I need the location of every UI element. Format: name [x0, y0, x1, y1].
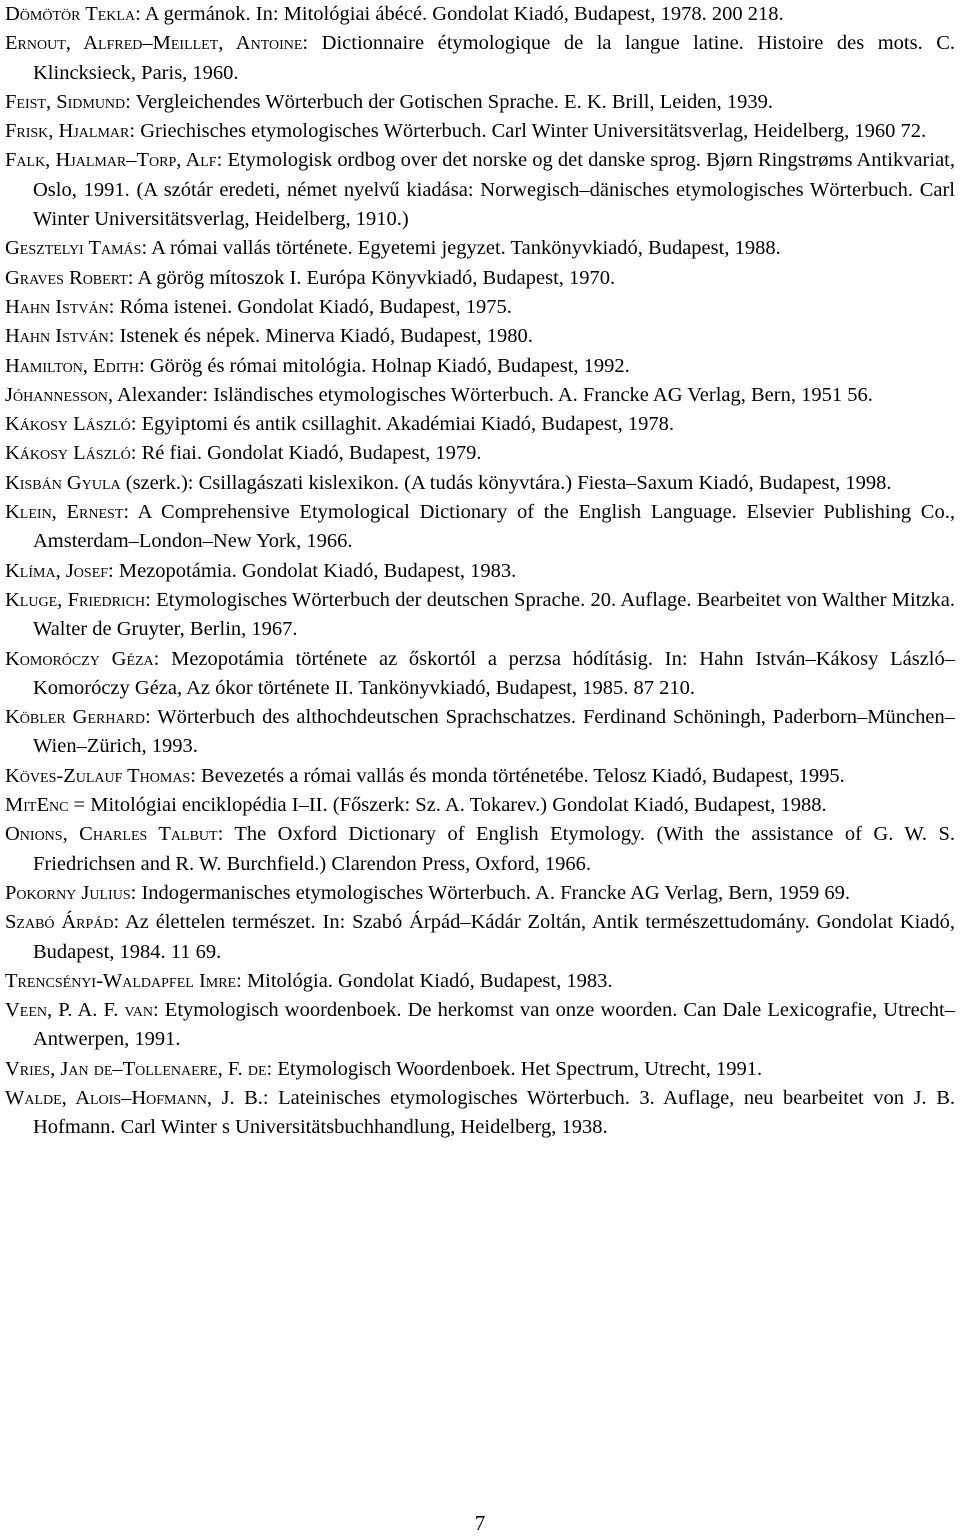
entry-details: Az élettelen természet. In: Szabó Árpád–Kádár Zoltán, Antik természettudomány. Gondolat Kiadó, Budapest, 1984. 11 69.	[33, 911, 955, 963]
bibliography-entry	[5, 381, 955, 410]
entry-author: Kisbán Gyula	[5, 471, 121, 494]
entry-author: Kákosy László:	[5, 442, 137, 465]
entry-details: A germánok. In: Mitológiai ábécé. Gondolat Kiadó, Budapest, 1978. 200 218.	[140, 3, 784, 25]
entry-details: Mitológia. Gondolat Kiadó, Budapest, 1983.	[241, 969, 613, 992]
entry-author: Kákosy László:	[5, 413, 137, 436]
bibliography-entry	[5, 264, 955, 293]
bibliography-list	[5, 0, 955, 1143]
entry-details: Mezopotámia története az őskortól a perzsa hódításig. In: Hahn István–Kákosy László–Komoróczy Géza, Az ókor története II. Tankönyvkiadó, Budapest, 1985. 87 210.	[33, 647, 955, 699]
bibliography-entry	[5, 410, 955, 439]
entry-details: Wörterbuch des althochdeutschen Sprachschatzes. Ferdinand Schöningh, Paderborn–München–Wien–Zürich, 1993.	[33, 706, 955, 758]
bibliography-entry	[5, 117, 955, 146]
entry-author: Frisk, Hjalmar:	[5, 120, 136, 143]
entry-author: Hamilton, Edith:	[5, 354, 145, 377]
bibliography-entry	[5, 322, 955, 351]
entry-details: Etymologisch woordenboek. De herkomst van onze woorden. Can Dale Lexicografie, Utrecht–Antwerpen, 1991.	[33, 999, 955, 1051]
bibliography-entry	[5, 820, 955, 879]
bibliography-entry	[5, 879, 955, 908]
entry-details: Egyiptomi és antik csillaghit. Akadémiai Kiadó, Budapest, 1978.	[136, 413, 674, 436]
bibliography-entry	[5, 352, 955, 381]
entry-details: The Oxford Dictionary of English Etymology. (With the assistance of G. W. S. Friedrichsen and R. W. Burchfield.) Clarendon Press, Oxford, 1966.	[33, 823, 955, 875]
bibliography-entry	[5, 439, 955, 468]
entry-author: Feist, Sidmund:	[5, 90, 131, 113]
entry-details: Dictionnaire étymologique de la langue latine. Histoire des mots. C. Klincksieck, Paris, 1960.	[33, 32, 955, 84]
entry-author: Veen, P. A. F. van:	[5, 999, 159, 1022]
entry-author: Klíma, Josef:	[5, 559, 114, 582]
entry-author: Komoróczy Géza:	[5, 647, 160, 670]
bibliography-entry	[5, 88, 955, 117]
document-page	[5, 0, 955, 1143]
entry-author: MitEnc	[5, 794, 69, 817]
entry-author: Hahn István:	[5, 295, 115, 318]
bibliography-entry	[5, 29, 955, 88]
entry-author: Kluge, Friedrich:	[5, 588, 151, 611]
bibliography-entry	[5, 234, 955, 263]
entry-details: A Comprehensive Etymological Dictionary of the English Language. Elsevier Publishing Co., Amsterdam–London–New York, 1966.	[33, 501, 955, 553]
bibliography-entry	[5, 1084, 955, 1143]
entry-author: Köbler Gerhard:	[5, 706, 151, 729]
bibliography-entry	[5, 791, 955, 820]
bibliography-entry	[5, 645, 955, 704]
entry-details: Etymologisk ordbog over det norske og det danske sprog. Bjørn Ringstrøms Antikvariat, Oslo, 1991. (A szótár eredeti, német nyelvű kiadása: Norwegisch–dänisches etymologisches Wörterbuch. Carl Winter Universitätsverlag, Heidelberg, 1910.)	[33, 149, 955, 231]
page-number: 7	[474, 1511, 486, 1535]
entry-author: Hahn István:	[5, 325, 115, 348]
bibliography-entry	[5, 0, 955, 29]
entry-details: Indogermanisches etymologisches Wörterbuch. A. Francke AG Verlag, Bern, 1959 69.	[136, 881, 851, 904]
entry-details: = Mitológiai enciklopédia I–II. (Főszerk: Sz. A. Tokarev.) Gondolat Kiadó, Budapest, 1988.	[68, 794, 827, 817]
entry-details: A görög mítoszok I. Európa Könyvkiadó, Budapest, 1970.	[133, 266, 616, 289]
bibliography-entry	[5, 469, 955, 498]
entry-details: Mezopotámia. Gondolat Kiadó, Budapest, 1983.	[113, 559, 517, 582]
entry-details: Griechisches etymologisches Wörterbuch. Carl Winter Universitätsverlag, Heidelberg, 1960 72.	[135, 120, 927, 143]
entry-details: Bevezetés a római vallás és monda történetébe. Telosz Kiadó, Budapest, 1995.	[195, 764, 845, 787]
entry-author: Klein, Ernest:	[5, 501, 130, 524]
bibliography-entry	[5, 703, 955, 762]
entry-details: A római vallás története. Egyetemi jegyzet. Tankönyvkiadó, Budapest, 1988.	[147, 237, 781, 260]
bibliography-entry	[5, 996, 955, 1055]
bibliography-entry	[5, 146, 955, 234]
bibliography-entry	[5, 762, 955, 791]
entry-author: Vries, Jan de–Tollenaere, F. de:	[5, 1057, 273, 1080]
entry-author: Walde, Alois–Hofmann, J. B.:	[5, 1086, 269, 1109]
bibliography-entry	[5, 1055, 955, 1084]
bibliography-entry	[5, 908, 955, 967]
entry-author: Köves-Zulauf Thomas:	[5, 764, 196, 787]
entry-details: Lateinisches etymologisches Wörterbuch. 3. Auflage, neu bearbeitet von J. B. Hofmann. Carl Winter s Universitätsbuchhandlung, Heidelberg, 1938.	[33, 1086, 955, 1139]
bibliography-entry	[5, 293, 955, 322]
entry-details: Etymologisches Wörterbuch der deutschen Sprache. 20. Auflage. Bearbeitet von Walther Mitzka. Walter de Gruyter, Berlin, 1967.	[33, 588, 955, 641]
entry-details: Vergleichendes Wörterbuch der Gotischen Sprache. E. K. Brill, Leiden, 1939.	[130, 90, 774, 113]
bibliography-entry	[5, 498, 955, 557]
bibliography-entry	[5, 557, 955, 586]
entry-author: Graves Robert:	[5, 266, 134, 289]
entry-author: Trencsényi-Waldapfel Imre:	[5, 969, 242, 992]
bibliography-entry	[5, 967, 955, 996]
entry-details: Etymologisch Woordenboek. Het Spectrum, Utrecht, 1991.	[272, 1057, 763, 1080]
entry-author: Onions, Charles Talbut:	[5, 823, 224, 846]
entry-author: Gesztelyi Tamás:	[5, 237, 148, 260]
entry-details: Istenek és népek. Minerva Kiadó, Budapest, 1980.	[114, 325, 533, 348]
entry-author: Ernout, Alfred–Meillet, Antoine:	[5, 32, 309, 55]
entry-details: Görög és római mitológia. Holnap Kiadó, Budapest, 1992.	[144, 354, 630, 377]
bibliography-entry	[5, 586, 955, 645]
entry-author: Pokorny Julius:	[5, 881, 137, 904]
entry-details: (szerk.): Csillagászati kislexikon. (A tudás könyvtára.) Fiesta–Saxum Kiadó, Budapest, 1998.	[120, 471, 892, 494]
entry-details: Róma istenei. Gondolat Kiadó, Budapest, 1975.	[114, 295, 512, 318]
entry-details: Alexander: Isländisches etymologisches Wörterbuch. A. Francke AG Verlag, Bern, 1951 56.	[113, 383, 873, 406]
entry-author: Szabó Árpád:	[5, 911, 120, 934]
entry-author: Dömötör Tekla:	[5, 3, 141, 25]
entry-details: Ré fiai. Gondolat Kiadó, Budapest, 1979.	[136, 442, 482, 465]
entry-author: Jóhannesson,	[5, 383, 113, 406]
entry-author: Falk, Hjalmar–Torp, Alf:	[5, 149, 223, 172]
